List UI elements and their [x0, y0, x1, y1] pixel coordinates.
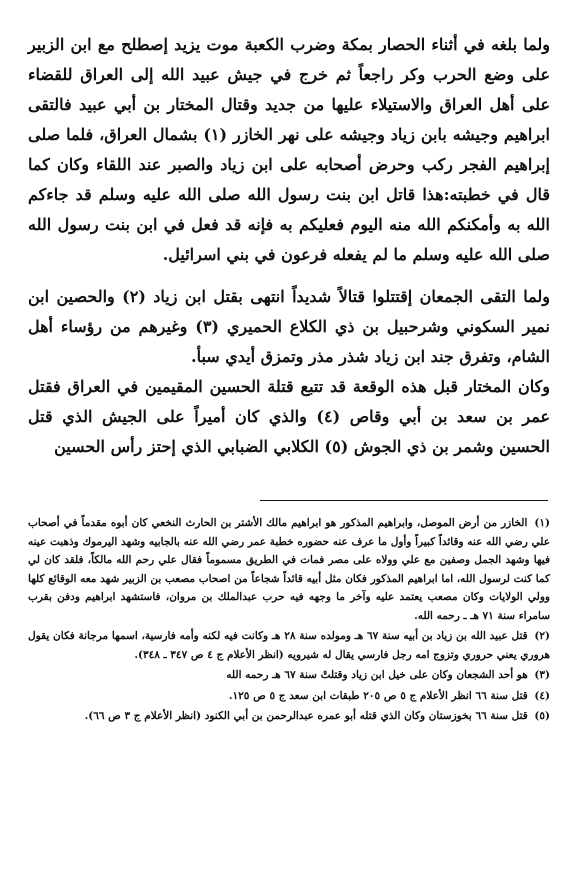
footnote-text: الخازر من أرض الموصل، وابراهيم المذكور هو ابراهيم مالك الأشتر بن الحارث النخعي كان أبوه مقدماً في أصحاب علي رضي الله عنه وقائداً كبيراً وأول ما عرف عنه حضوره خطبة عمر رضي الله عنه بالجابيه وشهد اليرموك وذهبت عينه فيها وشهد الجمل وصفين مع علي وولاه على مصر فمات في الطريق مسموماً فقال علي رحم الله مالكاً، فلقد كان لي كما كنت لرسول الله، اما ابراهيم المذكور فكان مثل أبيه قائداً شجاعاً من اصحاب مصعب بن الزبير شهد معه الوقائع كلها وولي الولايات وكان مصعب يعتمد عليه وآخر ما وجهه فيه حرب عبدالملك بن مروان، فاستشهد ابراهيم ودفن بقرب سامراء سنة ٧١ هـ ـ رحمه الله. [28, 517, 550, 622]
footnotes [28, 514, 550, 728]
paragraph: ولما التقى الجمعان إقتتلوا قتالاً شديداً انتهى بقتل ابن زياد (٢) والحصين ابن نمير السكوني وشرحبيل بن ذي الكلاع الحميري (٣) وغيرهم من رؤساء أهل الشام، وتفرق جند ابن زياد شذر مذر وتمزق أيدي سبأ. [28, 287, 551, 366]
paragraph: وكان المختار قبل هذه الوقعة قد تتبع قتلة الحسين المقيمين في العراق فقتل عمر بن سعد بن أبي وقاص (٤) والذي كان أميراً على الجيش الذي قتل الحسين وشمر بن ذي الجوش (٥) الكلابي الضبابي الذي إحتز رأس الحسين [28, 377, 551, 456]
main-text [28, 30, 550, 462]
footnote-separator [260, 500, 548, 501]
footnote-number: (٢) [534, 630, 550, 642]
footnote [28, 707, 550, 726]
footnote [28, 514, 550, 625]
footnote [28, 627, 550, 664]
footnote-number: (٥) [534, 710, 550, 722]
footnote-text: قتل سنة ٦٦ انظر الأعلام ج ٥ ص ٢٠٥ طبقات ابن سعد ج ٥ ص ١٢٥. [228, 689, 528, 702]
footnote-text: قتل عبيد الله بن زياد بن أبيه سنة ٦٧ هـ ومولده سنة ٢٨ هـ وكانت فيه لكنه وأمه فارسية، اسمها مرجانة فكان يقول هروري يعني حروري وتزوج امه رجل فارسي يقال له شيرويه (انظر الأعلام ج ٤ ص ٣٤٧ ـ ٣٤٨). [28, 630, 550, 661]
footnote [28, 687, 550, 706]
paragraph: ولما بلغه في أثناء الحصار بمكة وضرب الكعبة موت يزيد إصطلح مع ابن الزبير على وضع الحرب وكر راجعاً ثم خرج في جيش عبيد الله إلى العراق للقضاء على أهل العراق والاستيلاء عليها من جديد وقتال المختار بن أبي عبيد فالتقى ابراهيم وجيشه بابن زياد وجيشه على نهر الخازر (١) بشمال العراق، فلما صلى إبراهيم الفجر ركب وحرض أصحابه على ابن زياد والصبر عند اللقاء وكان كما قال في خطبته:هذا قاتل ابن بنت رسول الله صلى الله عليه وسلم قد جاءكم الله به وأمكنكم الله منه اليوم فعليكم به فإنه قد فعل في ابن بنت رسول الله صلى الله عليه وسلم ما لم يفعله فرعون في بني اسرائيل. [28, 35, 550, 264]
footnote-text: قتل سنة ٦٦ بخوزستان وكان الذي قتله أبو عمره عبدالرحمن بن أبي الكنود (انظر الأعلام ج ٣ ص ٦٦). [84, 710, 528, 722]
footnote-number: (٣) [534, 669, 550, 681]
footnote-number: (١) [534, 517, 550, 529]
footnote-number: (٤) [534, 689, 550, 702]
footnote [28, 666, 550, 685]
footnote-text: هو أحد الشجعان وكان على خيل ابن زياد وقتلتْ سنة ٦٧ هـ رحمه الله [226, 669, 528, 681]
